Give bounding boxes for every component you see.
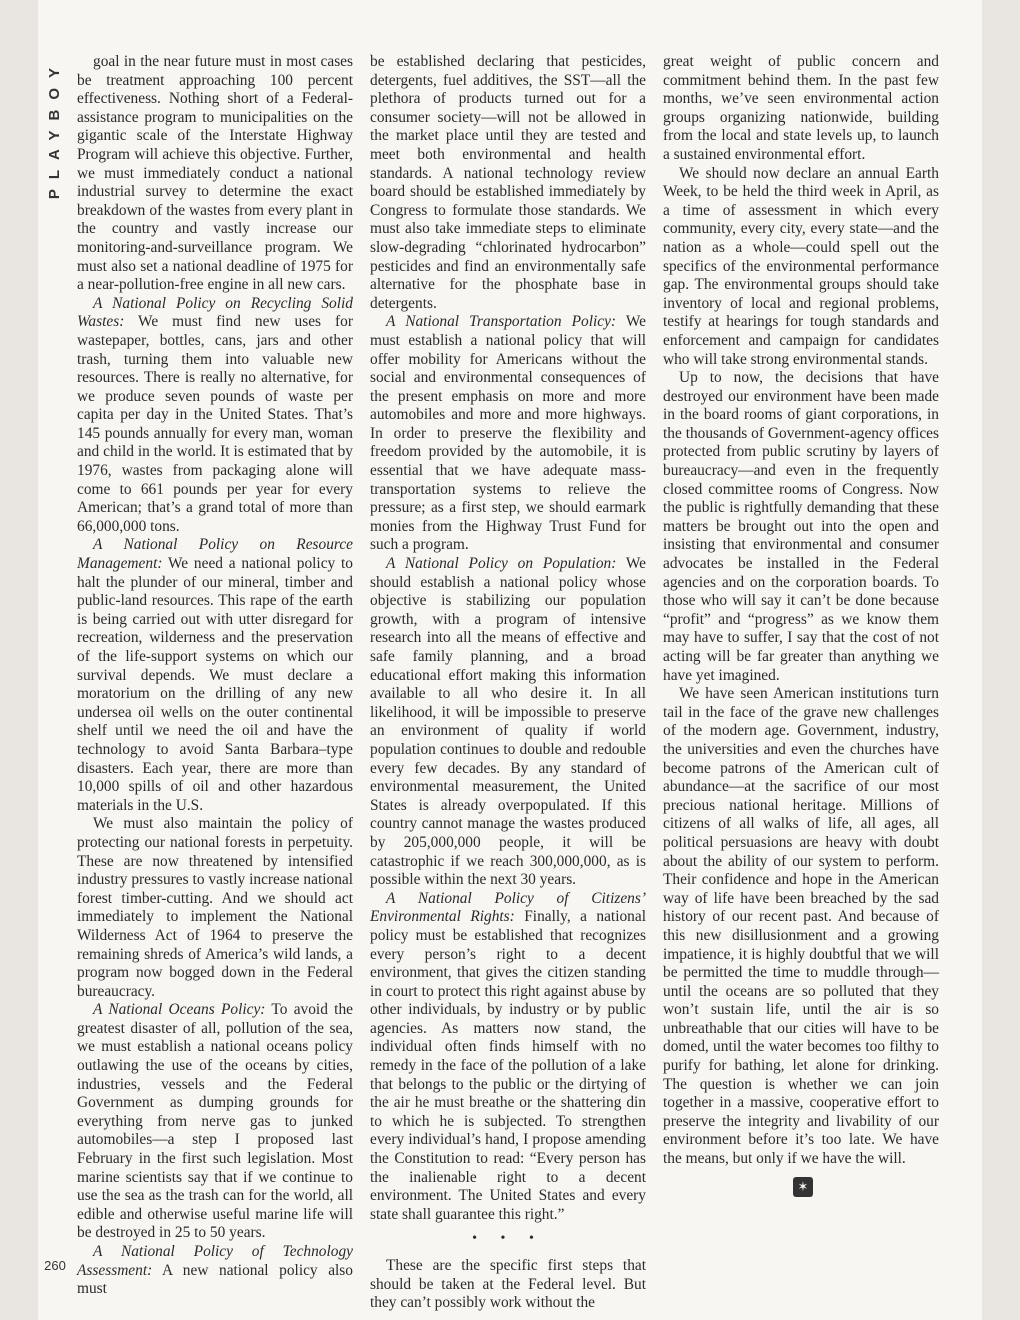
section-heading: A National Transportation Policy: — [386, 313, 617, 331]
paragraph — [77, 1243, 353, 1299]
paragraph-text: These are the specific first steps that should be taken at the Federal level. But they can’t possibly work without the — [370, 1257, 646, 1312]
running-head: PLAYBOY — [46, 58, 63, 200]
paragraph — [370, 313, 646, 555]
paragraph-text: be established declaring that pesticides, detergents, fuel additives, the SST—all the plethora of products turned out for a consumer society—will not be allowed in the market place until they are tested and meet both environmental and health standards. A national technology review board should be established immediately by Congress to formulate those standards. We must also take immediate steps to eliminate slow-degrading “chlorinated hydrocarbon” pesticides and find an environmentally safe alternative for the phosphate base in detergents. — [370, 53, 646, 312]
section-heading: A National Policy on Recycling Solid Wastes: — [77, 294, 353, 331]
paragraph-text: Up to now, the decisions that have destroyed our environment have been made in the board rooms of giant corporations, in the thousands of Government-agency offices protected from public scrutiny by layers of bureaucracy—and even in the frequently closed committee rooms of Congress. Now the public is rightfully demanding that these matters be brought out into the open and insisting that environmental and consumer advocates be installed in the Federal agencies and on the corporation boards. To those who will say it can’t be done because “profit” and “progress” as we know them may have to suffer, I say that the cost of not acting will be far greater than anything we have yet imagined. — [663, 369, 939, 684]
magazine-page — [38, 0, 982, 1320]
paragraph — [370, 555, 646, 890]
section-heading: A National Policy of Technology Assessment: — [77, 1243, 353, 1279]
column-2 — [370, 53, 646, 1312]
paragraph — [77, 1001, 353, 1243]
paragraph — [77, 536, 353, 815]
paragraph-text: Finally, a national policy must be established that recognizes every person’s right to a decent environment, that gives the citizen standing in court to protect this right against abuse by other individuals, by industry or by public agencies. As matters now stand, the individual often finds himself with no remedy in the face of the pollution of a lake that belongs to the public or the dirtying of the air he must breathe or the shattering din to which he is subjected. To strengthen every individual’s hand, I propose amending the Constitution to read: “Every person has the inalienable right to a decent environment. The United States and every state shall guarantee this right.” — [370, 908, 646, 1223]
paragraph — [77, 53, 353, 295]
page-number: 260 — [44, 1258, 66, 1273]
bunny-logo-icon: ✶ — [793, 1177, 813, 1197]
paragraph — [370, 53, 646, 313]
section-separator: • • • — [472, 1231, 544, 1247]
section-heading: A National Policy on Resource Management: — [77, 536, 353, 573]
paragraph-text: goal in the near future must in most cases be treatment approaching 100 percent effectiveness. Nothing short of a Federal-assistance program to municipalities on the gigantic scale of the Interstate Highway Program will achieve this objective. Further, we must immediately conduct a national industrial survey to determine the exact breakdown of the wastes from every plant in the country and vastly increase our monitoring-and-surveillance program. We must also set a national deadline of 1975 for a near-pollution-free engine in all new cars. — [77, 53, 353, 294]
paragraph — [663, 165, 939, 370]
paragraph-text: A new national policy also must — [77, 1261, 353, 1298]
paragraph-text: To avoid the greatest disaster of all, pollution of the sea, we must establish a national oceans policy outlawing the use of the oceans by cities, industries, vessels and the Federal Government as dumping grounds for everything from nerve gas to junked automobiles—a step I proposed last February in the first such legislation. Most marine scientists say that if we continue to use the sea as the trash can for the world, all edible and otherwise useful marine life will be destroyed in 25 to 50 years. — [77, 1001, 353, 1242]
section-heading: A National Policy of Citizens’ Environmental Rights: — [370, 889, 646, 926]
paragraph — [370, 1257, 646, 1313]
paragraph — [77, 295, 353, 537]
column-1 — [77, 53, 353, 1298]
section-heading: A National Oceans Policy: — [93, 1001, 266, 1019]
paragraph-text: great weight of public concern and commitment behind them. In the past few months, we’ve seen environmental action groups organizing nationwide, building from the local and state levels up, to launch a sustained environmental effort. — [663, 53, 939, 163]
paragraph-text: We should now declare an annual Earth Week, to be held the third week in April, as a time of assessment in which every community, every city, every state—and the nation as a whole—could spell out the specifics of the environmental performance gap. The environmental groups should take inventory of local and regional problems, testify at hearings for tough standards and enforcement and campaign for candidates who will take strong environmental stands. — [663, 164, 939, 368]
paragraph-text: We must also maintain the policy of protecting our national forests in perpetuity. These are now threatened by intensified industry pressures to vastly increase national forest timber-cutting. And we should act immediately to implement the National Wilderness Act of 1964 to preserve the remaining shreds of America’s wild lands, a program now bogged down in the Federal bureaucracy. — [77, 815, 353, 1000]
paragraph-text: We must find new uses for wastepaper, bottles, cans, jars and other trash, turning them into valuable new resources. There is really no alternative, for we produce seven pounds of waste per capita per day in the United States. That’s 145 pounds annually for every man, woman and child in the world. It is estimated that by 1976, wastes from packaging alone will come to 661 pounds per year for every American; that’s a grand total of more than 66,000,000 tons. — [77, 313, 353, 535]
column-3 — [663, 53, 939, 1197]
paragraph — [663, 685, 939, 1168]
paragraph — [663, 53, 939, 165]
paragraph-text: We must establish a national policy that will offer mobility for Americans without the social and environmental consequences of the present emphasis on more and more automobiles and more and more highways. In order to preserve the flexibility and freedom provided by the automobile, it is essential that we have adequate mass-transportation systems to relieve the pressure; as a first step, we should earmark monies from the Highway Trust Fund for such a program. — [370, 313, 646, 554]
paragraph-text: We should establish a national policy whose objective is stabilizing our population growth, with a program of intensive research into all the means of effective and safe family planning, and a broad educational effort making this information available to all who desire it. In all likelihood, it will be impossible to preserve an environment of quality if world population continues to double and redouble every few decades. By any standard of environmental measurement, the United States is already overpopulated. If this country cannot manage the wastes produced by 205,000,000 people, it will be catastrophic if we reach 300,000,000, as is possible within the next 30 years. — [370, 555, 646, 889]
paragraph-text: We have seen American institutions turn tail in the face of the grave new challenges of the modern age. Government, industry, the universities and even the churches have become patrons of the American cult of abundance—at the sacrifice of our most precious national heritage. Millions of citizens of all walks of life, all ages, all political persuasions are heavy with doubt about the ability of our system to perform. Their confidence and hope in the American way of life have been breached by the sad history of our recent past. And because of this new disillusionment and a growing impatience, it is highly doubtful that we will be permitted the time to muddle through—until the oceans are so polluted that they won’t sustain life, until the air is so unbreathable that our cities will have to be domed, until the water becomes too filthy to purify for bathing, let alone for drinking. The question is whether we can join together in a massive, cooperative effort to preserve the integrity and livability of our environment before it’s too late. We have the means, but only if we have the will. — [663, 685, 939, 1168]
paragraph — [370, 890, 646, 1225]
paragraph — [77, 815, 353, 1001]
paragraph-text: We need a national policy to halt the plunder of our mineral, timber and public-land resources. This rape of the earth is being carried out with utter disregard for recreation, wilderness and the preservation of the life-support systems on which our survival depends. We must declare a moratorium on the drilling of any new undersea oil wells on the outer continental shelf until we need the oil and have the technology to avoid Santa Barbara–type disasters. Each year, there are more than 10,000 spills of oil and other hazardous materials in the U.S. — [77, 555, 353, 814]
section-heading: A National Policy on Population: — [386, 555, 617, 573]
paragraph — [663, 369, 939, 685]
